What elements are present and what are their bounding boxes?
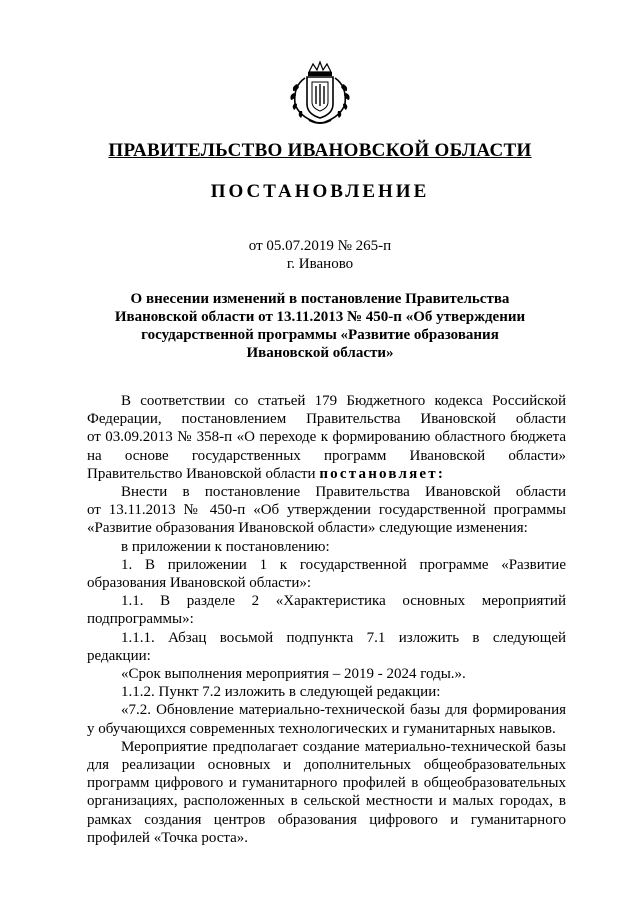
resolution-verb: постановляет:: [319, 465, 446, 482]
coat-of-arms-icon: [285, 60, 355, 126]
body-line: «Срок выполнения мероприятия – 2019 - 2024 годы.».: [121, 666, 466, 683]
body-line: Федерации, постановлением Правительства Ивановской области: [87, 411, 566, 428]
body-line: Мероприятие предполагает создание материально-технической базы: [121, 738, 566, 755]
body-line: 1.1.1. Абзац восьмой подпункта 7.1 изложить в следующей: [121, 629, 566, 646]
body-line: 1.1. В разделе 2 «Характеристика основных мероприятий: [121, 593, 566, 610]
body-line: в приложении к постановлению:: [121, 538, 330, 555]
body-line: от 03.09.2013 № 358-п «О переходе к формированию областного бюджета: [87, 429, 566, 446]
body-line: для реализации основных и дополнительных общеобразовательных: [87, 757, 566, 774]
body-line: от 13.11.2013 № 450-п «Об утверждении государственной программы: [87, 502, 566, 519]
body-line: профилей «Точка роста».: [87, 829, 249, 846]
body-line: образования Ивановской области»:: [87, 575, 312, 592]
document-city: г. Иваново: [286, 256, 354, 272]
document-body: [87, 392, 566, 847]
subject-line: государственной программы «Развитие образования: [141, 327, 499, 343]
body-line: [87, 465, 566, 483]
body-line: 1.1.2. Пункт 7.2 изложить в следующей редакции:: [121, 684, 441, 701]
document-type: ПОСТАНОВЛЕНИЕ: [210, 181, 430, 202]
document-date-number: от 05.07.2019 № 265-п: [248, 238, 392, 254]
body-line: «7.2. Обновление материально-технической базы для формирования: [121, 702, 566, 719]
body-line: подпрограммы»:: [87, 611, 194, 628]
body-line: 1. В приложении 1 к государственной программе «Развитие: [121, 556, 566, 573]
subject-line: Ивановской области от 13.11.2013 № 450-п «Об утверждении: [114, 309, 526, 325]
body-line: Внести в постановление Правительства Ивановской области: [121, 484, 566, 501]
subject-line: Ивановской области»: [246, 345, 394, 361]
body-line: рамках создания центров образования цифрового и гуманитарного: [87, 811, 566, 828]
body-line: программ цифрового и гуманитарного профилей в общеобразовательных: [87, 775, 566, 792]
body-line: «Развитие образования Ивановской области» следующие изменения:: [87, 520, 528, 537]
body-line: редакции:: [87, 647, 151, 664]
body-line: организациях, расположенных в сельской местности и малых городах, в: [87, 793, 566, 810]
subject-line: О внесении изменений в постановление Правительства: [130, 291, 510, 307]
body-text: Правительство Ивановской области: [87, 465, 320, 482]
organization-title: ПРАВИТЕЛЬСТВО ИВАНОВСКОЙ ОБЛАСТИ: [108, 140, 532, 161]
body-line: В соответствии со статьей 179 Бюджетного кодекса Российской: [121, 393, 566, 409]
body-line: на основе государственных программ Ивановской области»: [87, 447, 566, 464]
body-line: у обучающихся современных технологических и гуманитарных навыков.: [87, 720, 556, 737]
document-subject: [90, 290, 550, 362]
